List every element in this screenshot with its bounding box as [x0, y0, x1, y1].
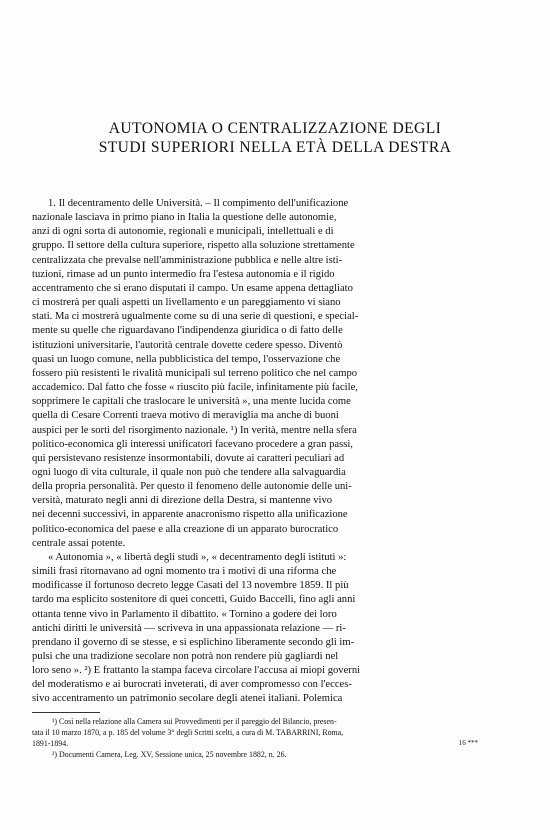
text-line: gruppo. Il settore della cultura superiore, rispetto alla soluzione strettamente: [32, 240, 355, 252]
text-line: del moderatismo e ai burocrati inveterati, di aver compromesso con l'ecces-: [32, 679, 352, 691]
text-line: fossero più resistenti le rivalità municipali sul terreno politico che nel campo: [32, 367, 358, 379]
page-mark: 16 ***: [458, 739, 478, 747]
text-line: quella di Cesare Correnti traeva motivo di meraviglia ma anche di buoni: [32, 410, 339, 422]
text-line: sivo accentramento un patrimonio secolare degli atenei italiani. Polemica: [32, 693, 343, 705]
text-line: auspici per le sorti del risorgimento nazionale. ¹) In verità, mentre nella sfera: [32, 424, 357, 436]
text-line: quasi un luogo comune, nella pubblicistica del tempo, l'osservazione che: [32, 353, 341, 365]
text-line: centrale assai potente.: [32, 537, 126, 549]
text-line: anzi di ogni sorta di autonomie, regionali e municipali, intellettuali e di: [32, 226, 334, 238]
text-line: tardo ma esplicito sostenitore di quei concetti, Guido Baccelli, fino agli anni: [32, 594, 356, 606]
text-line: tuzioni, rimase ad un punto intermedio fra l'estesa autonomia e il rigido: [32, 268, 335, 280]
text-line: ottanta tenne vivo in Parlamento il dibattito. « Tornino a godere dei loro: [32, 608, 337, 620]
text-line: centralizzata che prevalse nell'amministrazione pubblica e nelle altre isti-: [32, 254, 343, 266]
text-line: della propria personalità. Per questo il fenomeno delle autonomie delle uni-: [32, 481, 352, 493]
text-line: accentramento che si erano disputati il campo. Un esame appena dettagliato: [32, 282, 353, 294]
text-line: ogni luogo di vita culturale, il quale non può che tendere alla salvaguardia: [32, 466, 346, 478]
text-line: stati. Ma ci mostrerà ugualmente come su di una serie di questioni, e special-: [32, 311, 359, 323]
title-line: AUTONOMIA O CENTRALIZZAZIONE DEGLI: [108, 120, 442, 137]
title-line: STUDI SUPERIORI NELLA ETÀ DELLA DESTRA: [98, 139, 452, 156]
text-line: « Autonomia », « libertà degli studi », « decentramento degli istituti »:: [48, 551, 347, 563]
footnote-rule: [32, 712, 100, 713]
body-text: [32, 197, 518, 707]
text-line: accademico. Dal fatto che fosse « riuscito più facile, infinitamente più facile,: [32, 382, 358, 394]
footnote-line: ¹) Così nella relazione alla Camera sui Provvedimenti per il pareggio del Bilancio, presen-: [52, 717, 337, 726]
text-line: mente su quelle che riguardavano l'indipendenza giuridica o di fatto delle: [32, 325, 343, 337]
text-line: politico-economica del paese e alla creazione di un apparato burocratico: [32, 523, 339, 535]
text-line: 1. Il decentramento delle Università. – Il compimento dell'unificazione: [48, 198, 349, 209]
text-line: versità, maturato negli anni di direzione della Destra, si mantenne vivo: [32, 495, 333, 507]
text-line: sopprimere le capitali che traslocare le università », una mente lucida come: [32, 396, 351, 408]
text-line: loro seno ». ²) E frattanto la stampa faceva circolare l'accusa ai miopi governi: [32, 665, 361, 677]
text-line: ci mostrerà per quali aspetti un livellamento e un pareggiamento vi siano: [32, 297, 341, 309]
footnote-line: 1891-1894.: [32, 739, 69, 748]
text-line: simili frasi ritornavano ad ogni momento tra i motivi di una riforma che: [32, 566, 337, 578]
text-line: politico-economica gli interessi unificatori facevano procedere a gran passi,: [32, 438, 353, 450]
footnote-line: tata il 10 marzo 1870, a p. 185 del volume 3° degli Scritti scelti, a cura di M. TABARRINI, Roma,: [32, 728, 344, 737]
footnote-line: ²) Documenti Camera, Leg. XV, Sessione unica, 25 novembre 1882, n. 26.: [52, 750, 287, 759]
text-line: qui persistevano resistenze insormontabili, dovute ai caratteri peculiari ad: [32, 452, 345, 464]
text-line: istituzioni universitarie, l'autorità centrale dovette cedere spesso. Diventò: [32, 339, 343, 351]
chapter-title: [32, 119, 518, 157]
text-line: antichi diritti le università — scriveva in una appassionata relazione — ri-: [32, 622, 346, 634]
text-line: pulsi che una tradizione secolare non potrà non rendere più gagliardi nel: [32, 651, 339, 662]
text-line: nazionale lasciava in primo piano in Italia la questione delle autonomie,: [32, 212, 337, 224]
text-line: modificasse il fortunoso decreto legge Casati del 13 novembre 1859. Il più: [32, 580, 349, 592]
footnotes: [32, 716, 518, 760]
text-line: nei decenni successivi, in apparente anacronismo rispetto alla unificazione: [32, 509, 348, 521]
text-line: prendano il governo di se stesse, e si esplichino liberamente secondo gli im-: [32, 636, 355, 648]
